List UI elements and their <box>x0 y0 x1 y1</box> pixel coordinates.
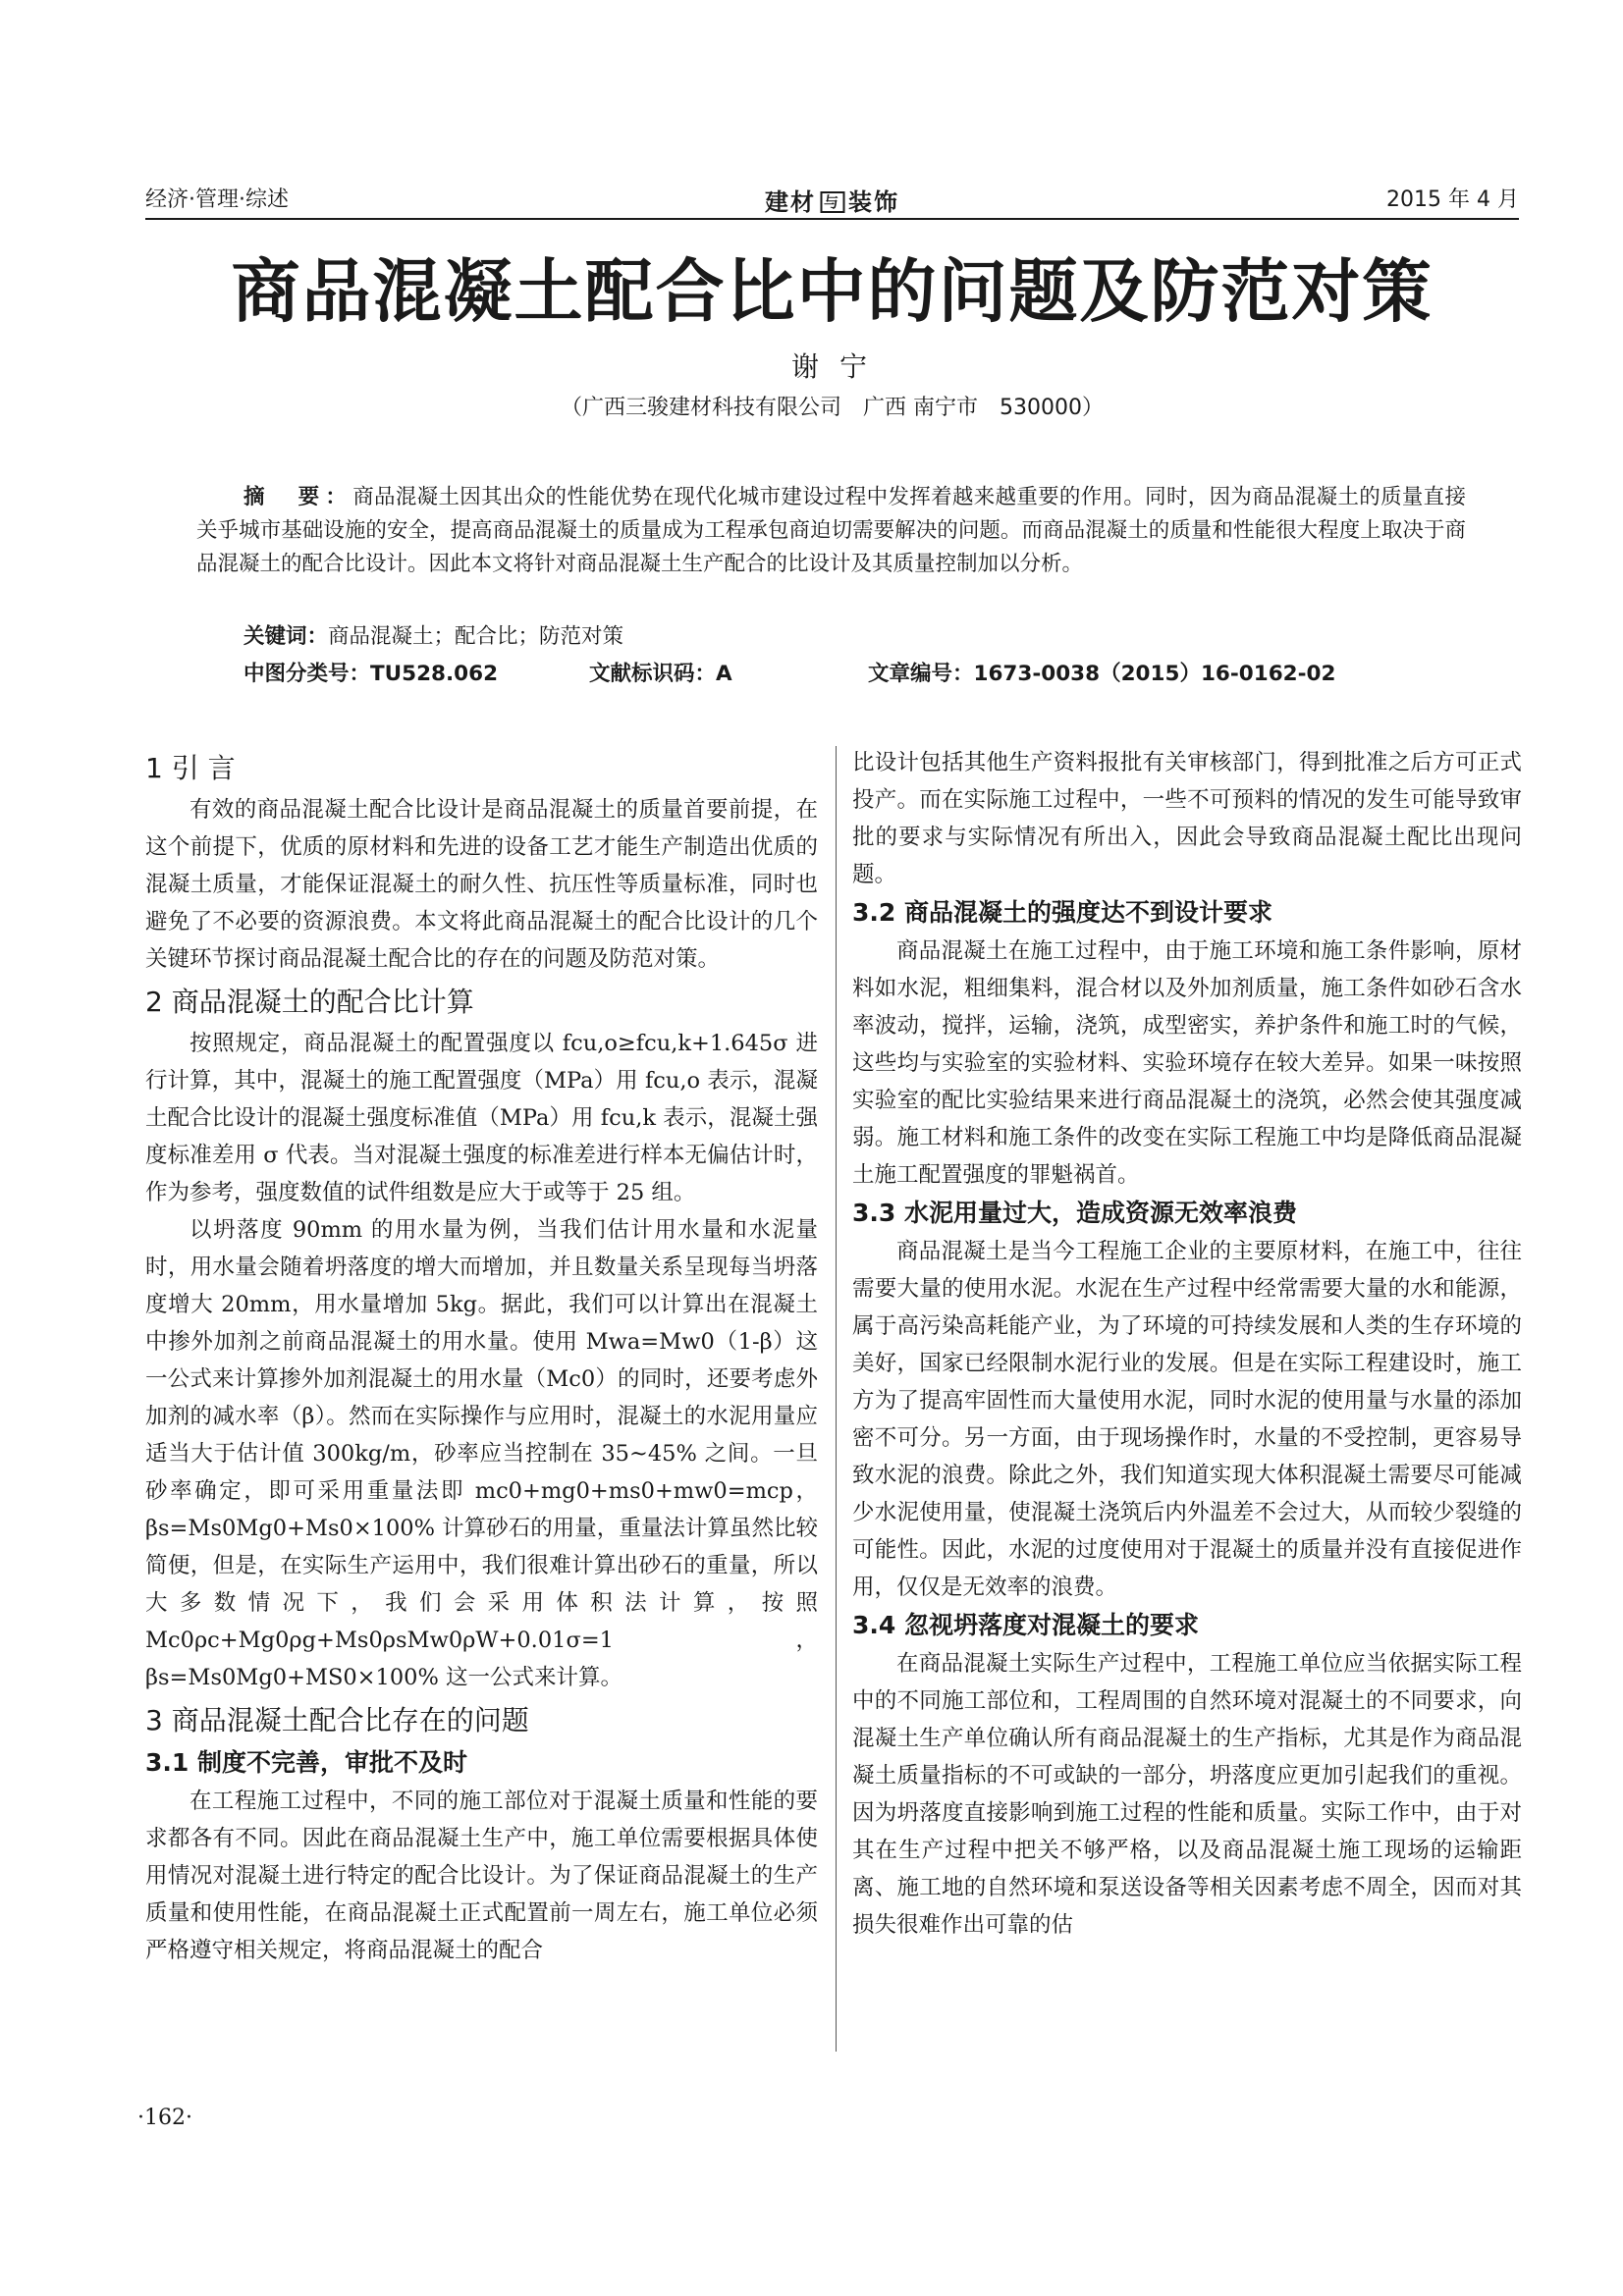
section-3-1-paragraph: 在工程施工过程中，不同的施工部位对于混凝土质量和性能的要求都各有不同。因此在商品混凝土生产中，施工单位需要根据具体使用情况对混凝土进行特定的配合比设计。为了保证商品混凝土的生产质量和使用性能，在商品混凝土正式配置前一周左右，施工单位必须严格遵守相关规定，将商品混凝土的配合 <box>145 1789 818 1963</box>
section-3-4-heading: 3.4 忽视坍落度对混凝土的要求 <box>852 1611 1199 1639</box>
article-author: 谢 宁 <box>791 350 873 383</box>
running-header <box>145 183 1519 222</box>
section-3-2-paragraph: 商品混凝土在施工过程中，由于施工环境和施工条件影响，原材料如水泥，粗细集料，混合材以及外加剂质量，施工条件如砂石含水率波动，搅拌，运输，浇筑，成型密实，养护条件和施工时的气候，这些均与实验室的实验材料、实验环境存在较大差异。如果一味按照实验室的配比实验结果来进行商品混凝土的浇筑，必然会使其强度减弱。施工材料和施工条件的改变在实际工程施工中均是降低商品混凝土施工配置强度的罪魁祸首。 <box>852 938 1522 1188</box>
journal-mark: 与 <box>820 191 844 213</box>
section-3-1-heading: 3.1 制度不完善，审批不及时 <box>145 1748 467 1777</box>
abstract-text: 商品混凝土因其出众的性能优势在现代化城市建设过程中发挥着越来越重要的作用。同时，因为商品混凝土的质量直接关乎城市基础设施的安全，提高商品混凝土的质量成为工程承包商迫切需要解决的问题。而商品混凝土的质量和性能很大程度上取决于商品混凝土的配合比设计。因此本文将针对商品混凝土生产配合的比设计及其质量控制加以分析。 <box>196 485 1466 576</box>
section-3-2-heading: 3.2 商品混凝土的强度达不到设计要求 <box>852 898 1272 927</box>
document-code: 文献标识码：A <box>589 662 732 686</box>
section-1-heading: 1 引 言 <box>145 752 236 784</box>
section-3-1-paragraph-continued: 比设计包括其他生产资料报批有关审核部门，得到批准之后方可正式投产。而在实际施工过程中，一些不可预料的情况的发生可能导致审批的要求与实际情况有所出入，因此会导致商品混凝土配比出现问题。 <box>852 750 1522 887</box>
section-3-heading: 3 商品混凝土配合比存在的问题 <box>145 1704 529 1736</box>
keywords-text: 商品混凝土；配合比；防范对策 <box>328 624 624 649</box>
page-number: ·162· <box>137 2106 192 2130</box>
clc-number: 中图分类号：TU528.062 <box>243 662 499 686</box>
section-2-paragraph-1: 按照规定，商品混凝土的配置强度以 fcu,o≥fcu,k+1.645σ 进行计算，其中，混凝土的施工配置强度（MPa）用 fcu,o 表示，混凝土配合比设计的混凝土强度标准值（MPa）用 fcu,k 表示，混凝土强度标准差用 σ 代表。当对混凝土强度的标准差进行样本无偏估计时，作为参考，强度数值的试件组数是应大于或等于 25 组。 <box>145 1031 818 1205</box>
header-section: 经济·管理·综述 <box>145 187 289 212</box>
journal-name-left: 建材 <box>764 188 816 216</box>
abstract-label: 摘 要： <box>243 485 353 509</box>
abstract <box>196 481 1466 581</box>
article-number: 文章编号：1673-0038（2015）16-0162-02 <box>868 662 1336 686</box>
section-3-4-paragraph: 在商品混凝土实际生产过程中，工程施工单位应当依据实际工程中的不同施工部位和，工程周围的自然环境对混凝土的不同要求，向混凝土生产单位确认所有商品混凝土的生产指标，尤其是作为商品混凝土质量指标的不可或缺的一部分，坍落度应更加引起我们的重视。因为坍落度直接影响到施工过程的性能和质量。实际工作中，由于对其在生产过程中把关不够严格，以及商品混凝土施工现场的运输距离、施工地的自然环境和泵送设备等相关因素考虑不周全，因而对其损失很难作出可靠的估 <box>852 1651 1522 1938</box>
section-2-paragraph-2: 以坍落度 90mm 的用水量为例，当我们估计用水量和水泥量时，用水量会随着坍落度的增大而增加，并且数量关系呈现每当坍落度增大 20mm，用水量增加 5kg。据此，我们可以计算出在混凝土中掺外加剂之前商品混凝土的用水量。使用 Mwa=Mw0（1-β）这一公式来计算掺外加剂混凝土的用水量（Mc0）的同时，还要考虑外加剂的减水率（β）。然而在实际操作与应用时，混凝土的水泥用量应适当大于估计值 300kg/m，砂率应当控制在 35~45% 之间。一旦砂率确定，即可采用重量法即 mc0+mg0+ms0+mw0=mcp，βs=Ms0Mg0+Ms0×100% 计算砂石的用量，重量法计算虽然比较简便，但是，在实际生产运用中，我们很难计算出砂石的重量，所以大多数情况下，我们会采用体积法计算，按照 Mc0ρc+Mg0ρg+Ms0ρsMw0ρW+0.01σ=1，βs=Ms0Mg0+MS0×100% 这一公式来计算。 <box>145 1217 818 1690</box>
section-3-3-paragraph: 商品混凝土是当今工程施工企业的主要原材料，在施工中，往往需要大量的使用水泥。水泥在生产过程中经常需要大量的水和能源，属于高污染高耗能产业，为了环境的可持续发展和人类的生存环境的美好，国家已经限制水泥行业的发展。但是在实际工程建设时，施工方为了提高牢固性而大量使用水泥，同时水泥的使用量与水量的添加密不可分。另一方面，由于现场操作时，水量的不受控制，更容易导致水泥的浪费。除此之外，我们知道实现大体积混凝土需要尽可能减少水泥使用量，使混凝土浇筑后内外温差不会过大，从而较少裂缝的可能性。因此，水泥的过度使用对于混凝土的质量并没有直接促进作用，仅仅是无效率的浪费。 <box>852 1239 1522 1600</box>
article-title: 商品混凝土配合比中的问题及防范对策 <box>231 250 1434 332</box>
journal-name <box>765 183 899 217</box>
left-column <box>145 744 818 1969</box>
journal-name-right: 装饰 <box>848 188 900 216</box>
section-2-heading: 2 商品混凝土的配合比计算 <box>145 986 474 1018</box>
header-divider <box>145 218 1519 220</box>
section-3-3-heading: 3.3 水泥用量过大，造成资源无效率浪费 <box>852 1199 1297 1227</box>
header-issue: 2015 年 4 月 <box>1386 187 1519 212</box>
right-column <box>852 744 1522 1944</box>
article-affiliation: （广西三骏建材科技有限公司 广西 南宁市 530000） <box>561 396 1104 420</box>
keywords <box>243 620 1466 654</box>
keywords-label: 关键词： <box>243 624 329 649</box>
section-1-paragraph: 有效的商品混凝土配合比设计是商品混凝土的质量首要前提，在这个前提下，优质的原材料和先进的设备工艺才能生产制造出优质的混凝土质量，才能保证混凝土的耐久性、抗压性等质量标准，同时也避免了不必要的资源浪费。本文将此商品混凝土的配合比设计的几个关键环节探讨商品混凝土配合比的存在的问题及防范对策。 <box>145 797 818 972</box>
column-divider <box>836 746 837 2052</box>
